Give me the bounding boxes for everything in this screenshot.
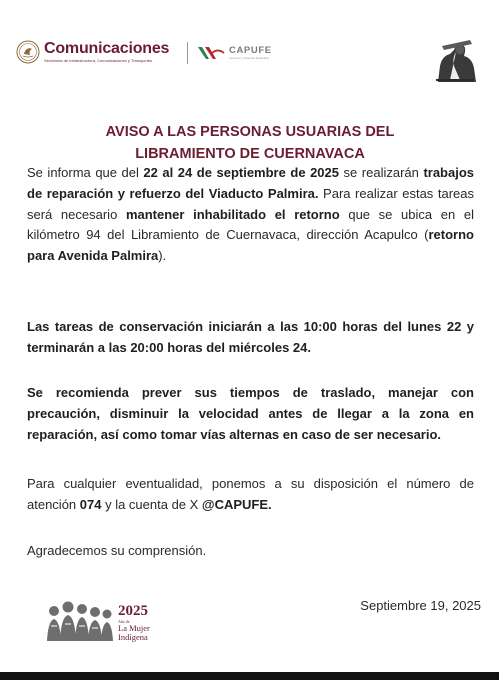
p1-return-name: retorno para Avenida Palmira	[27, 227, 474, 264]
footer-year: 2025	[118, 603, 148, 619]
mexico-seal-icon	[16, 40, 40, 64]
p4-x-account: @CAPUFE.	[201, 496, 272, 512]
paragraph-contact	[27, 474, 474, 516]
notice-title-line1: AVISO A LAS PERSONAS USUARIAS DEL	[105, 124, 395, 140]
brand-block	[44, 40, 184, 63]
p4-text-1: Para cualquier eventualidad, ponemos a su disposición el número de atención	[27, 476, 474, 512]
capufe-subtitle: Caminos y Puentes Federales	[229, 56, 270, 60]
year-of-indigenous-woman-logo	[118, 604, 168, 642]
brand-subtitle: Secretaría de Infraestructura, Comunicaciones y Transportes	[44, 58, 153, 63]
paragraph-schedule: Las tareas de conservación iniciarán a las 10:00 horas del lunes 22 y terminarán a las 20:00 horas del miércoles 24.	[27, 319, 474, 355]
bottom-bar	[0, 672, 499, 680]
p1-text-1: Se informa que del	[27, 165, 144, 180]
capufe-block	[229, 46, 272, 60]
footer-year-women: La Mujer	[118, 623, 150, 633]
header-divider	[187, 42, 188, 64]
p1-works: trabajos de reparación y refuerzo del Viaducto Palmira.	[27, 165, 475, 201]
p1-text-5: ).	[158, 248, 167, 264]
paragraph-recommendation: Se recomienda prever sus tiempos de traslado, manejar con precaución, disminuir la velocidad antes de llegar a la zona en reparación, así como tomar vías alternas en caso de ser necesario.	[27, 385, 474, 442]
p1-closure: mantener inhabilitado el retorno	[125, 206, 340, 222]
paragraph-announcement	[27, 163, 474, 267]
p4-text-2: y la cuenta de X	[101, 496, 202, 512]
paragraph-thanks: Agradecemos su comprensión.	[27, 543, 207, 558]
historic-figure-logo	[430, 36, 480, 86]
p1-text-2: se realizarán	[339, 165, 424, 180]
notice-title-line2: LIBRAMIENTO DE CUERNAVACA	[135, 146, 365, 162]
header	[0, 0, 499, 80]
capufe-name: CAPUFE	[229, 45, 272, 56]
p1-text-3: Para realizar estas tareas será necesario	[27, 185, 474, 222]
indigenous-women-illustration	[44, 595, 116, 641]
p4-phone-number: 074	[79, 496, 102, 512]
footer-year-indigenous: Indígena	[118, 632, 148, 642]
notice-date: Septiembre 19, 2025	[360, 598, 481, 613]
capufe-logo-icon	[196, 44, 226, 62]
brand-name: Comunicaciones	[44, 40, 170, 57]
p1-text-4: que se ubica en el kilómetro 94 del Libramiento de Cuernavaca, dirección Acapulco (	[27, 206, 475, 243]
p1-dates: 22 al 24 de septiembre de 2025	[143, 165, 340, 180]
footer-year-sub: Año de	[118, 619, 130, 624]
notice-title	[40, 121, 460, 165]
